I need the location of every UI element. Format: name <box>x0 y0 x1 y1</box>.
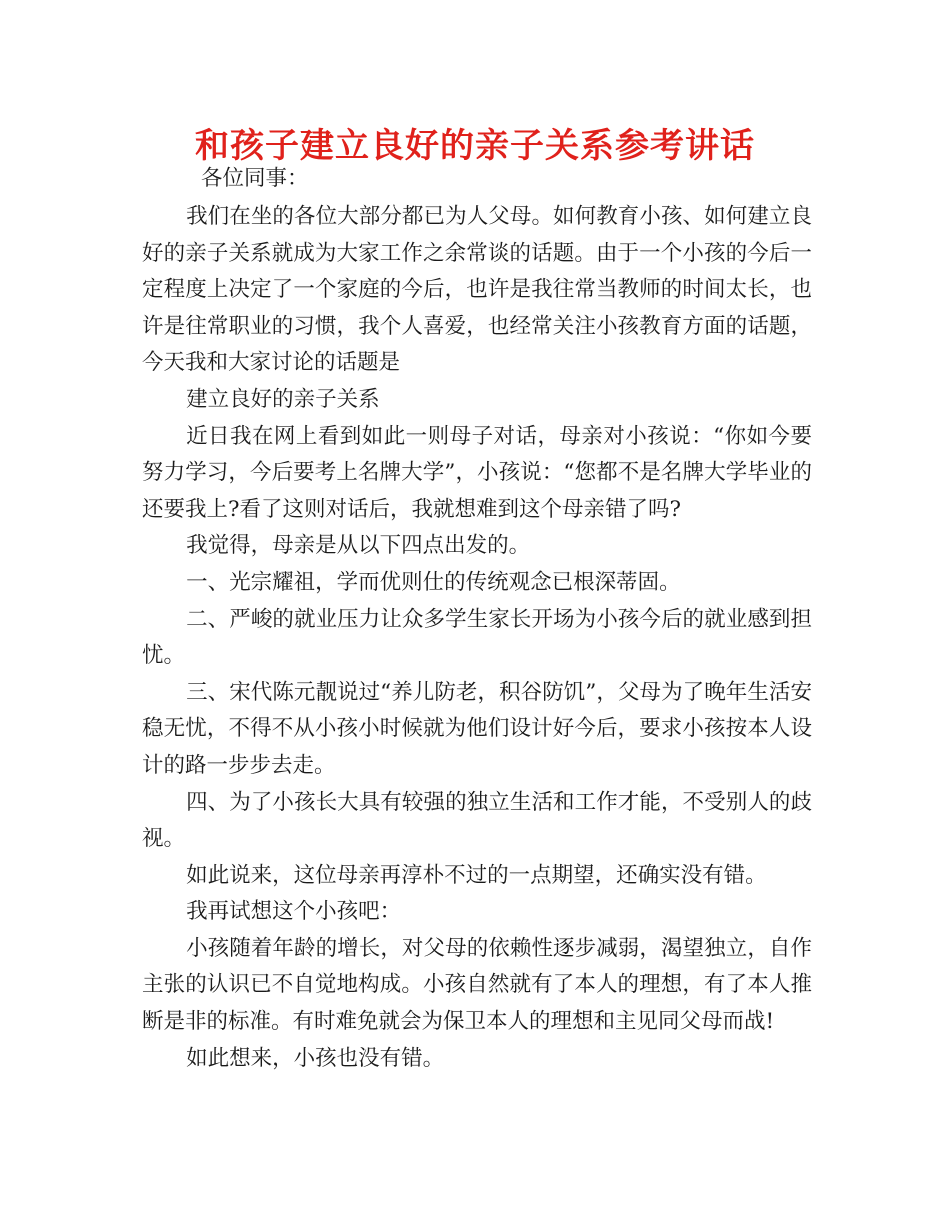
document-title: 和孩子建立良好的亲子关系参考讲话 <box>195 126 755 166</box>
paragraph-child-intro: 我再试想这个小孩吧： <box>186 899 402 925</box>
paragraph-point-2: 二、严峻的就业压力让众多学生家长开场为小孩今后的就业感到担忧。 <box>142 606 812 669</box>
paragraph-intro: 我们在坐的各位大部分都已为人父母。如何教育小孩、如何建立良好的亲子关系就成为大家工作之余常谈的话题。由于一个小孩的今后一定程度上决定了一个家庭的今后，也许是我往常当教师的时间太长，也许是往常职业的习惯，我个人喜爱，也经常关注小孩教育方面的话题，今天我和大家讨论的话题是 <box>142 204 812 376</box>
paragraph-mother-conclusion: 如此说来，这位母亲再淳朴不过的一点期望，还确实没有错。 <box>186 862 767 888</box>
paragraph-child-conclusion: 如此想来，小孩也没有错。 <box>186 1045 445 1071</box>
paragraph-child-view: 小孩随着年龄的增长，对父母的依赖性逐步减弱，渴望独立，自作主张的认识已不自觉地构成。小孩自然就有了本人的理想，有了本人推断是非的标准。有时难免就会为保卫本人的理想和主见同父母而战! <box>142 935 812 1035</box>
paragraph-mother-view: 我觉得，母亲是从以下四点出发的。 <box>186 533 531 559</box>
paragraph-point-3: 三、宋代陈元靓说过“养儿防老，积谷防饥”，父母为了晚年生活安稳无忧，不得不从小孩小时候就为他们设计好今后，要求小孩按本人设计的路一步步去走。 <box>142 679 812 778</box>
document-body <box>142 163 812 1077</box>
salutation: 各位同事： <box>201 166 309 191</box>
paragraph-topic: 建立良好的亲子关系 <box>186 386 380 412</box>
paragraph-point-1: 一、光宗耀祖，学而优则仕的传统观念已根深蒂固。 <box>186 569 681 595</box>
paragraph-dialogue: 近日我在网上看到如此一则母子对话，母亲对小孩说：“你如今要努力学习，今后要考上名牌大学”，小孩说：“您都不是名牌大学毕业的还要我上?看了这则对话后，我就想难到这个母亲错了吗? <box>142 423 812 522</box>
paragraph-point-4: 四、为了小孩长大具有较强的独立生活和工作才能，不受别人的歧视。 <box>142 789 812 852</box>
